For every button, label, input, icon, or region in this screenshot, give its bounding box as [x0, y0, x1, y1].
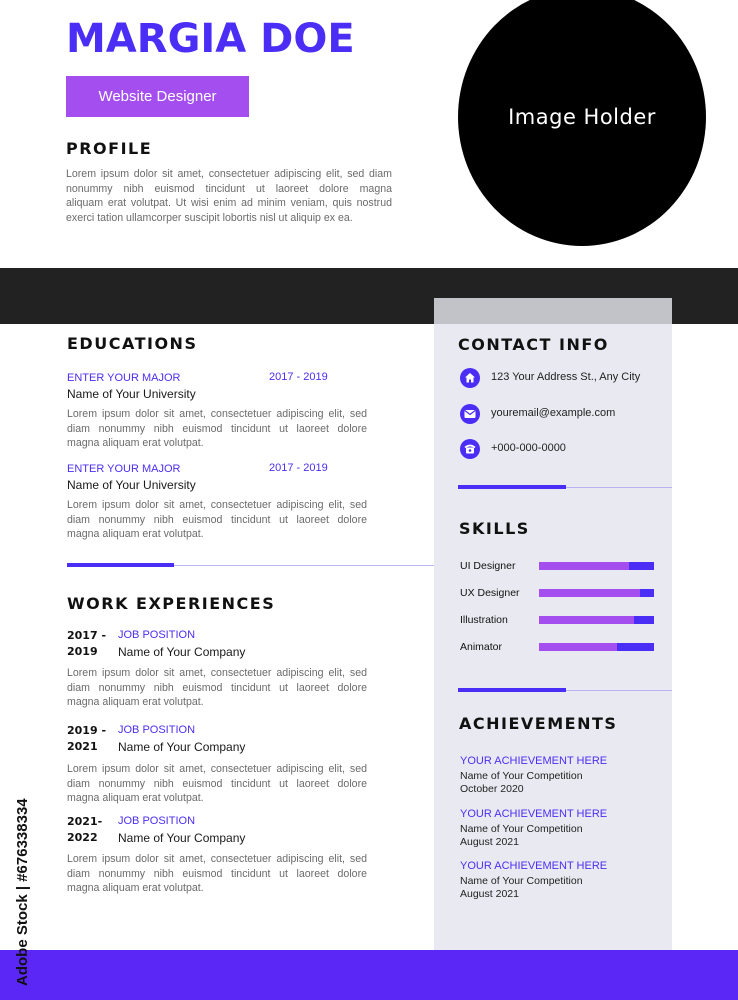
work-year-end: 2021 — [67, 740, 98, 753]
contact-email: youremail@example.com — [491, 407, 616, 419]
achievement-details — [460, 875, 583, 901]
skills-heading: SKILLS — [459, 519, 530, 538]
profile-line: Lorem ipsum dolor sit amet, consectetuer adipiscing elit, sed diam — [66, 168, 392, 180]
candidate-name: MARGIA DOE — [66, 16, 355, 62]
work-years — [67, 628, 106, 660]
home-icon — [460, 368, 480, 388]
education-line: diam nonummy nibh euismod tincidunt ut laoreet dolore — [67, 422, 367, 435]
education-school: Name of Your University — [67, 387, 196, 401]
work-company: Name of Your Company — [118, 831, 246, 845]
education-major: ENTER YOUR MAJOR — [67, 463, 181, 475]
skill-bar — [539, 589, 654, 597]
achievement-title: YOUR ACHIEVEMENT HERE — [460, 755, 608, 767]
sidebar-divider-accent — [458, 688, 566, 692]
work-line: magna aliquam erat volutpat. — [67, 882, 204, 894]
education-heading: EDUCATIONS — [67, 334, 198, 353]
achievement-details — [460, 823, 583, 849]
work-position: JOB POSITION — [118, 815, 196, 827]
watermark-text: Adobe Stock | #676338334 — [14, 798, 31, 986]
skill-bar — [539, 562, 654, 570]
work-year-start: 2021- — [67, 815, 103, 828]
sidebar-top-strip — [434, 298, 672, 324]
contact-phone: +000-000-0000 — [491, 442, 566, 454]
skill-label: UI Designer — [460, 560, 516, 572]
skill-bar-fill — [539, 616, 634, 624]
contact-address: 123 Your Address St., Any City — [491, 371, 641, 383]
work-description — [67, 852, 367, 896]
achievement-competition: Name of Your Competition — [460, 823, 583, 835]
work-line: diam nonummy nibh euismod tincidunt ut laoreet dolore — [67, 681, 367, 694]
work-heading: WORK EXPERIENCES — [67, 594, 276, 613]
work-year-start: 2017 - — [67, 629, 107, 642]
achievement-date: August 2021 — [460, 836, 519, 848]
work-description — [67, 666, 367, 710]
education-years: 2017 - 2019 — [269, 371, 328, 383]
skill-bar-fill — [539, 562, 629, 570]
profile-line: nonummy nibh euismod tincidunt ut laoreet dolore magna — [66, 182, 392, 195]
skill-bar — [539, 616, 654, 624]
skill-label: Illustration — [460, 614, 508, 626]
job-title-badge: Website Designer — [66, 76, 249, 117]
education-line: Lorem ipsum dolor sit amet, consectetuer adipiscing elit, sed — [67, 499, 367, 511]
achievement-competition: Name of Your Competition — [460, 875, 583, 887]
work-year-end: 2019 — [67, 645, 98, 658]
section-divider-accent — [67, 563, 174, 567]
achievements-heading: ACHIEVEMENTS — [459, 714, 618, 733]
achievement-title: YOUR ACHIEVEMENT HERE — [460, 808, 608, 820]
profile-line: exerci tation ullamcorper suscipit lobortis nisl ut aliquip ex ea. — [66, 211, 353, 224]
achievement-title: YOUR ACHIEVEMENT HERE — [460, 860, 608, 872]
skill-bar — [539, 643, 654, 651]
work-description — [67, 762, 367, 806]
image-holder — [458, 0, 706, 246]
achievement-date: October 2020 — [460, 783, 524, 795]
work-position: JOB POSITION — [118, 629, 196, 641]
education-line: diam nonummy nibh euismod tincidunt ut laoreet dolore — [67, 513, 367, 526]
work-line: magna aliquam erat volutpat. — [67, 696, 204, 708]
email-icon — [460, 404, 480, 424]
profile-heading: PROFILE — [66, 139, 153, 158]
education-major: ENTER YOUR MAJOR — [67, 372, 181, 384]
work-year-end: 2022 — [67, 831, 98, 844]
sidebar-panel — [434, 298, 672, 958]
education-years: 2017 - 2019 — [269, 462, 328, 474]
work-position: JOB POSITION — [118, 724, 196, 736]
achievement-competition: Name of Your Competition — [460, 770, 583, 782]
work-year-start: 2019 - — [67, 724, 107, 737]
stock-watermark — [10, 760, 34, 990]
work-years — [67, 814, 102, 846]
work-company: Name of Your Company — [118, 645, 246, 659]
education-line: magna aliquam erat volutpat. — [67, 528, 204, 540]
work-line: magna aliquam erat volutpat. — [67, 792, 204, 804]
work-line: diam nonummy nibh euismod tincidunt ut laoreet dolore — [67, 867, 367, 880]
work-company: Name of Your Company — [118, 740, 246, 754]
image-holder-label: Image Holder — [508, 105, 656, 129]
work-line: Lorem ipsum dolor sit amet, consectetuer adipiscing elit, sed — [67, 853, 367, 865]
skill-bar-fill — [539, 589, 640, 597]
work-line: Lorem ipsum dolor sit amet, consectetuer adipiscing elit, sed — [67, 763, 367, 775]
skill-bar-fill — [539, 643, 617, 651]
footer-band — [0, 950, 738, 1000]
work-line: diam nonummy nibh euismod tincidunt ut laoreet dolore — [67, 777, 367, 790]
education-school: Name of Your University — [67, 478, 196, 492]
profile-text — [66, 167, 392, 225]
work-years — [67, 723, 106, 755]
profile-line: aliquam erat volutpat. Ut wisi enim ad minim veniam, quis nostrud — [66, 197, 392, 209]
phone-icon — [460, 439, 480, 459]
education-description — [67, 498, 367, 542]
skill-label: UX Designer — [460, 587, 520, 599]
education-description — [67, 407, 367, 451]
achievement-details — [460, 770, 583, 796]
education-line: magna aliquam erat volutpat. — [67, 437, 204, 449]
skill-label: Animator — [460, 641, 503, 653]
achievement-date: August 2021 — [460, 888, 519, 900]
contact-heading: CONTACT INFO — [458, 335, 609, 354]
sidebar-divider-accent — [458, 485, 566, 489]
education-line: Lorem ipsum dolor sit amet, consectetuer adipiscing elit, sed — [67, 408, 367, 420]
work-line: Lorem ipsum dolor sit amet, consectetuer adipiscing elit, sed — [67, 667, 367, 679]
